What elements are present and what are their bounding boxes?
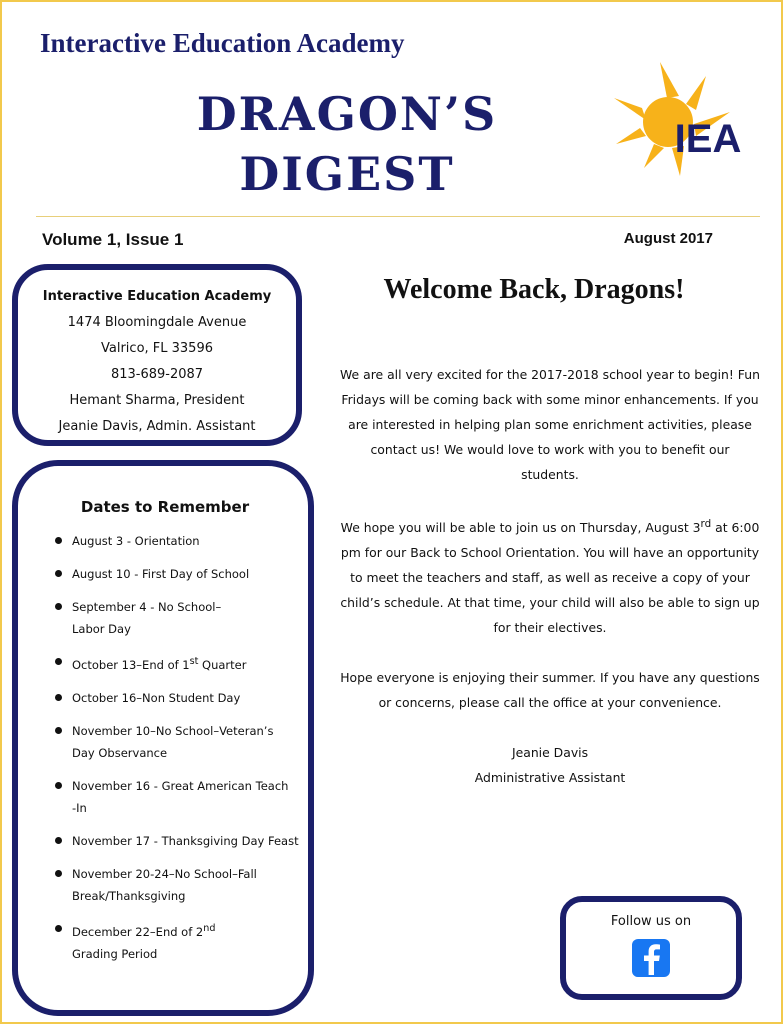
date-item: November 20-24–No School–Fall Break/Thanksgiving bbox=[54, 863, 300, 907]
signature-name: Jeanie Davis bbox=[511, 745, 589, 761]
article-paragraph-1: We are all very excited for the 2017-2018 school year to begin! Fun Fridays will be coming back with some minor enhancements. If you are interested in helping plan some enrichment activities, please contact us! We would love to work with you to benefit our students. bbox=[340, 367, 760, 482]
contact-president: Hemant Sharma, President bbox=[69, 393, 245, 408]
issue-date: August 2017 bbox=[623, 230, 713, 247]
date-item: November 16 - Great American Teach -In bbox=[54, 775, 300, 819]
date-item: December 22–End of 2nd Grading Period bbox=[54, 918, 300, 965]
date-item: October 16–Non Student Day bbox=[54, 687, 300, 709]
date-item: November 10–No School–Veteran’s Day Observance bbox=[54, 720, 300, 764]
masthead-line-2: DIGEST bbox=[239, 147, 455, 201]
date-item: October 13–End of 1st Quarter bbox=[54, 651, 300, 676]
article-body bbox=[340, 362, 760, 790]
contact-address: 1474 Bloomingdale Avenue bbox=[67, 315, 247, 330]
volume-issue: Volume 1, Issue 1 bbox=[42, 230, 184, 249]
date-item: August 10 - First Day of School bbox=[54, 563, 300, 585]
article-heading: Welcome Back, Dragons! bbox=[383, 274, 685, 305]
contact-box bbox=[12, 264, 302, 446]
date-item: September 4 - No School– Labor Day bbox=[54, 596, 300, 640]
follow-us-label: Follow us on bbox=[610, 914, 692, 929]
article-paragraph-3: Hope everyone is enjoying their summer. If you have any questions or concerns, please call the office at your convenience. bbox=[340, 670, 760, 711]
date-item: November 17 - Thanksgiving Day Feast bbox=[54, 830, 300, 852]
contact-assistant: Jeanie Davis, Admin. Assistant bbox=[58, 419, 256, 434]
school-name: Interactive Education Academy bbox=[40, 28, 405, 58]
contact-name: Interactive Education Academy bbox=[42, 289, 272, 304]
dates-title: Dates to Remember bbox=[80, 498, 250, 516]
dates-list bbox=[54, 530, 300, 965]
header-divider bbox=[36, 216, 760, 217]
contact-phone: 813-689-2087 bbox=[110, 367, 204, 382]
article-paragraph-2: We hope you will be able to join us on Thursday, August 3rd at 6:00 pm for our Back to School Orientation. You will have an opportunity to meet the teachers and staff, as well as receive a copy of your child’s schedule. At that time, your child will also be able to sign up for their electives. bbox=[340, 518, 760, 636]
masthead-title bbox=[122, 84, 572, 204]
contact-city: Valrico, FL 33596 bbox=[101, 341, 213, 356]
iea-sun-logo bbox=[610, 58, 770, 178]
signature-title: Administrative Assistant bbox=[474, 770, 626, 786]
logo-text: IEA bbox=[674, 117, 742, 161]
facebook-icon[interactable] bbox=[632, 939, 670, 977]
masthead-line-1: DRAGON’S bbox=[196, 87, 498, 141]
dates-box bbox=[12, 460, 314, 1016]
follow-us-box bbox=[560, 896, 742, 1000]
date-item: August 3 - Orientation bbox=[54, 530, 300, 552]
